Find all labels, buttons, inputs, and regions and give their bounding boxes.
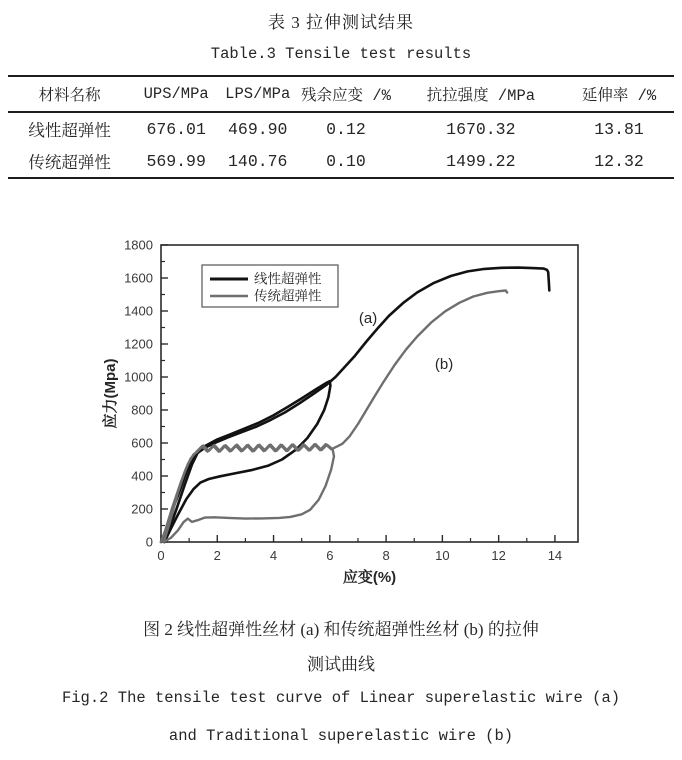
col-header-lps: LPS/MPa — [225, 85, 291, 103]
legend-label: 传统超弹性 — [254, 288, 322, 304]
table-header-row — [8, 76, 674, 112]
cell-material: 线性超弹性 — [28, 122, 111, 141]
figure-caption-cn-line2: 测试曲线 — [307, 655, 375, 674]
figure-caption-en-line1: Fig.2 The tensile test curve of Linear superelastic wire (a) — [61, 689, 621, 707]
cell-material: 传统超弹性 — [28, 154, 111, 173]
x-tick-label: 4 — [269, 548, 278, 563]
figure-caption-cn-line1: 图 2 线性超弹性丝材 (a) 和传统超弹性丝材 (b) 的拉伸 — [143, 620, 539, 639]
cell-lps: 140.76 — [228, 151, 288, 171]
x-tick-label: 10 — [435, 548, 450, 563]
curve-traditional-superelastic-load-unload-cycle — [161, 444, 334, 542]
col-header-material: 材料名称 — [38, 87, 101, 105]
y-tick-label: 1200 — [124, 336, 153, 352]
tensile-results-table — [8, 75, 674, 179]
col-header-tensile-strength: 抗拉强度 /MPa — [426, 87, 536, 105]
cell-elongation: 12.32 — [594, 151, 644, 171]
cell-ups: 676.01 — [146, 119, 206, 139]
legend-label: 线性超弹性 — [254, 271, 322, 287]
y-tick-label: 200 — [131, 501, 153, 517]
x-tick-label: 12 — [491, 548, 506, 563]
cell-ups: 569.99 — [146, 151, 206, 171]
x-tick-label: 8 — [382, 548, 390, 563]
y-tick-label: 1400 — [124, 303, 153, 319]
curve-linear-superelastic-reload-to-fracture — [164, 268, 549, 542]
x-tick-label: 6 — [326, 548, 334, 563]
cell-lps: 469.90 — [228, 119, 288, 139]
y-tick-label: 1000 — [124, 369, 153, 385]
y-tick-label: 1600 — [124, 270, 153, 286]
col-header-elongation: 延伸率 /% — [581, 87, 657, 105]
col-header-ups: UPS/MPa — [143, 85, 209, 103]
tensile-test-chart — [0, 228, 682, 600]
table-title-cn: 表 3 拉伸测试结果 — [268, 13, 414, 32]
curve-annotation-a: (a) — [358, 310, 378, 328]
y-tick-label: 600 — [131, 435, 153, 451]
y-tick-label: 1800 — [124, 237, 153, 253]
table-row — [8, 145, 674, 178]
curve-traditional-superelastic-reload-to-fracture — [164, 291, 507, 543]
cell-residual-strain: 0.10 — [326, 151, 366, 171]
y-tick-label: 0 — [145, 534, 153, 550]
cell-elongation: 13.81 — [594, 119, 644, 139]
x-tick-label: 0 — [157, 548, 165, 563]
y-tick-label: 800 — [131, 402, 153, 418]
table-row — [8, 112, 674, 145]
cell-tensile-strength: 1670.32 — [446, 119, 516, 139]
curve-annotation-b: (b) — [434, 356, 454, 374]
figure-caption-en-line2: and Traditional superelastic wire (b) — [168, 727, 514, 745]
col-header-residual-strain: 残余应变 /% — [301, 87, 391, 105]
y-axis-title: 应力(Mpa) — [102, 358, 119, 429]
table-title-en: Table.3 Tensile test results — [210, 45, 472, 63]
cell-residual-strain: 0.12 — [326, 119, 366, 139]
y-tick-label: 400 — [131, 468, 153, 484]
x-tick-label: 14 — [547, 548, 563, 563]
x-axis-title: 应变(%) — [342, 569, 397, 586]
x-tick-label: 2 — [213, 548, 221, 563]
cell-tensile-strength: 1499.22 — [446, 151, 516, 171]
